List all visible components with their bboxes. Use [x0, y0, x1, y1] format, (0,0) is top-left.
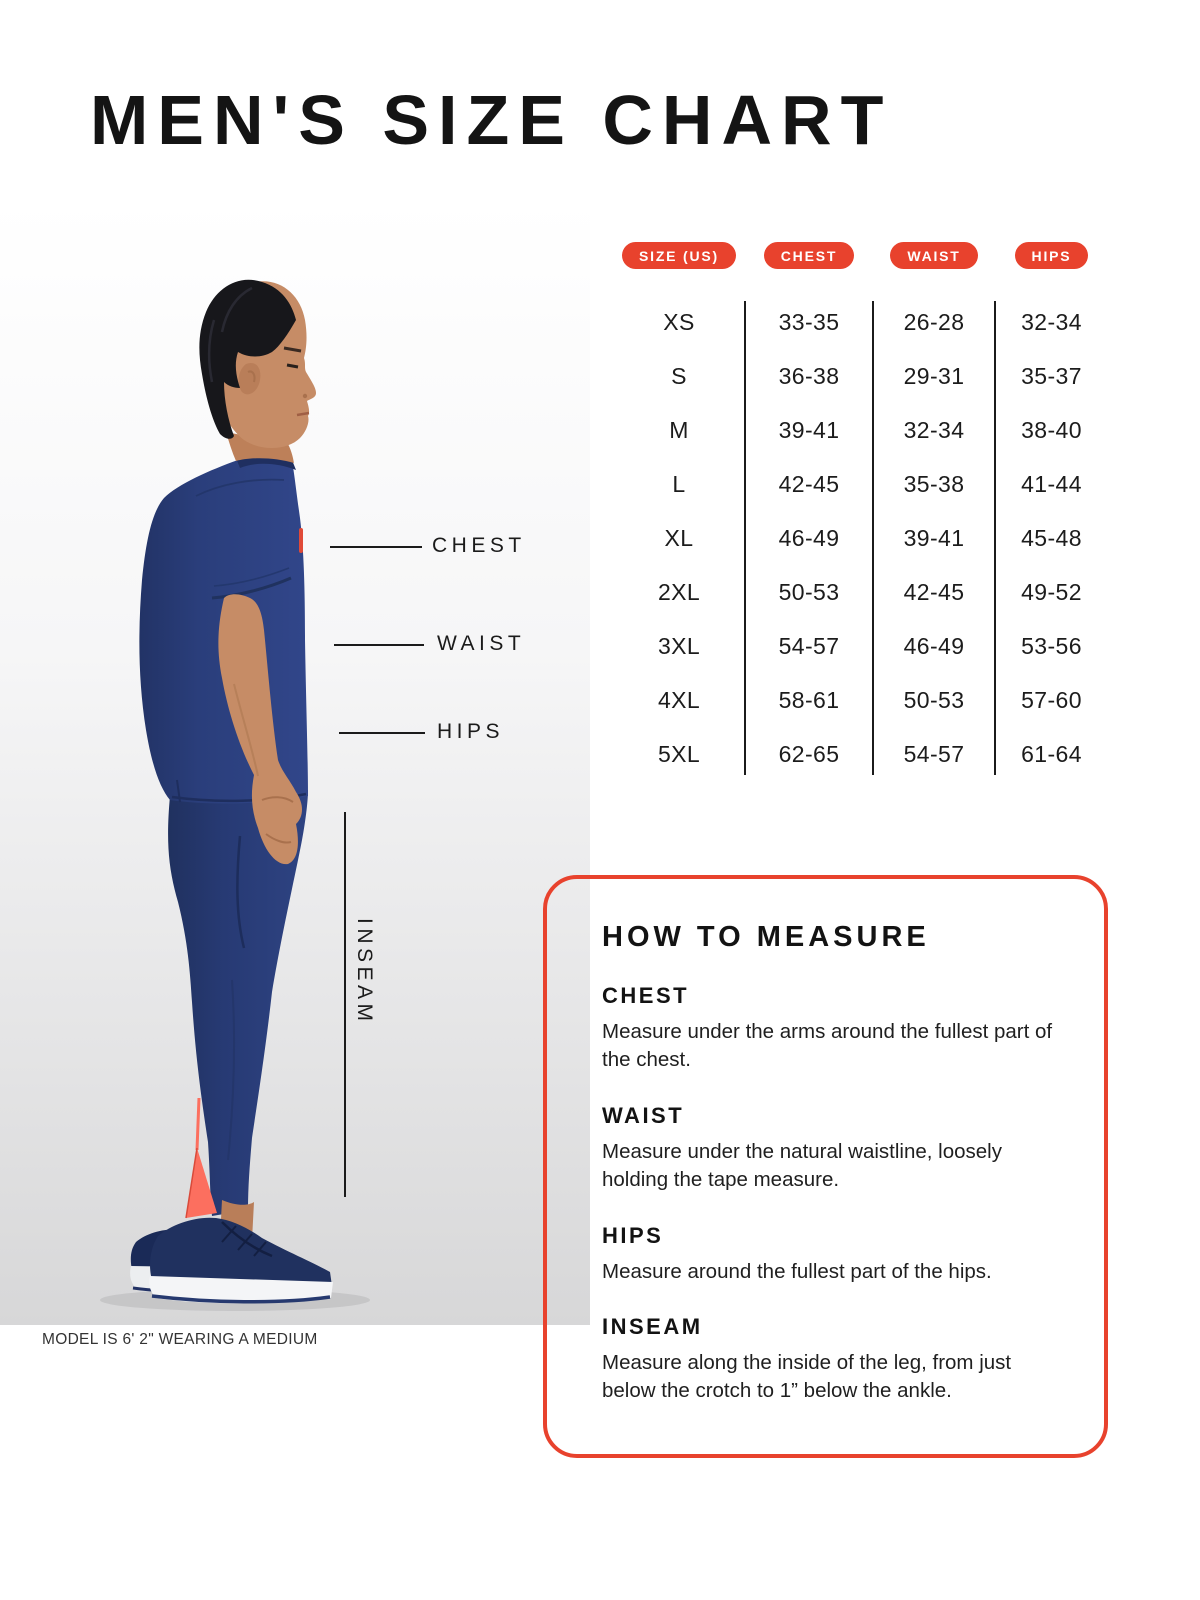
header-pill-waist: WAIST — [890, 242, 977, 269]
cell-hips: 57-60 — [1021, 686, 1082, 713]
model-figure-illustration — [0, 200, 590, 1325]
cell-hips: 45-48 — [1021, 524, 1082, 551]
table-row — [613, 565, 1108, 619]
cell-hips: 32-34 — [1021, 308, 1082, 335]
inseam-callout-line — [344, 812, 346, 1197]
table-row — [613, 619, 1108, 673]
measure-heading: CHEST — [602, 983, 690, 1008]
measure-section-inseam — [602, 1314, 1104, 1405]
cell-chest: 46-49 — [778, 524, 840, 551]
chest-callout-label: CHEST — [432, 534, 526, 557]
cell-hips: 41-44 — [1021, 470, 1082, 497]
size-table-body — [613, 295, 1108, 781]
header-pill-chest: CHEST — [764, 242, 854, 269]
cell-size: S — [671, 362, 687, 389]
measure-section-waist — [602, 1103, 1104, 1194]
cell-hips: 35-37 — [1021, 362, 1082, 389]
cell-chest: 36-38 — [778, 362, 840, 389]
measure-text: Measure around the fullest part of the hips. — [602, 1259, 992, 1283]
head — [199, 280, 316, 463]
cell-waist: 35-38 — [903, 470, 965, 497]
cell-chest: 33-35 — [778, 308, 840, 335]
chest-callout-line — [330, 546, 422, 548]
cell-waist: 42-45 — [903, 578, 965, 605]
column-divider — [872, 301, 874, 775]
cell-size: 5XL — [657, 740, 701, 767]
cell-size: XS — [663, 308, 695, 335]
measure-heading: HIPS — [602, 1222, 664, 1248]
waist-callout-line — [334, 644, 424, 646]
column-divider — [994, 301, 996, 775]
size-table-header-row — [613, 242, 1108, 269]
cell-waist: 39-41 — [903, 524, 965, 551]
measure-text: Measure along the inside of the leg, from just below the crotch to 1” below the ankle. — [602, 1351, 1012, 1403]
cell-size: 3XL — [657, 632, 701, 659]
column-divider — [744, 301, 746, 775]
size-table — [613, 242, 1108, 781]
cell-chest: 58-61 — [778, 686, 840, 713]
cell-waist: 50-53 — [903, 686, 965, 713]
page-title: MEN'S SIZE CHART — [90, 81, 893, 159]
how-to-measure-title: HOW TO MEASURE — [602, 921, 930, 953]
waist-callout-label: WAIST — [437, 632, 526, 655]
measure-heading: INSEAM — [602, 1314, 703, 1340]
measure-text: Measure under the arms around the fullest part of the chest. — [602, 1020, 1053, 1071]
cell-size: 2XL — [657, 578, 701, 605]
table-row — [613, 403, 1108, 457]
measure-section-chest — [602, 983, 1104, 1074]
hips-callout-label: HIPS — [437, 720, 505, 743]
cell-chest: 54-57 — [778, 632, 840, 659]
cell-size: 4XL — [657, 686, 701, 713]
cell-chest: 39-41 — [778, 416, 840, 443]
measure-section-hips — [602, 1223, 1104, 1286]
how-to-measure-box — [543, 875, 1108, 1458]
measure-text: Measure under the natural waistline, loosely holding the tape measure. — [602, 1139, 1002, 1191]
cell-hips: 53-56 — [1021, 632, 1082, 659]
measure-heading: WAIST — [602, 1102, 685, 1128]
cell-size: L — [672, 470, 686, 497]
model-caption: MODEL IS 6' 2" WEARING A MEDIUM — [42, 1331, 318, 1348]
cell-chest: 50-53 — [778, 578, 840, 605]
inseam-callout-label: INSEAM — [353, 918, 376, 1026]
table-row — [613, 457, 1108, 511]
table-row — [613, 511, 1108, 565]
cell-hips: 38-40 — [1021, 416, 1082, 443]
chest-zipper-accent — [299, 528, 303, 553]
cell-hips: 61-64 — [1021, 740, 1082, 767]
cell-waist: 32-34 — [903, 416, 965, 443]
cell-waist: 29-31 — [903, 362, 965, 389]
model-photo — [0, 200, 590, 1325]
cell-chest: 62-65 — [778, 740, 840, 767]
cell-hips: 49-52 — [1021, 578, 1082, 605]
table-row — [613, 673, 1108, 727]
cell-waist: 46-49 — [903, 632, 965, 659]
table-row — [613, 295, 1108, 349]
cell-size: M — [669, 416, 689, 443]
table-row — [613, 349, 1108, 403]
hips-callout-line — [339, 732, 425, 734]
header-pill-size: SIZE (US) — [622, 242, 736, 269]
cell-waist: 54-57 — [903, 740, 965, 767]
cell-waist: 26-28 — [903, 308, 965, 335]
table-row — [613, 727, 1108, 781]
header-pill-hips: HIPS — [1015, 242, 1089, 269]
cell-chest: 42-45 — [778, 470, 840, 497]
cell-size: XL — [664, 524, 694, 551]
sneakers — [130, 1218, 333, 1304]
